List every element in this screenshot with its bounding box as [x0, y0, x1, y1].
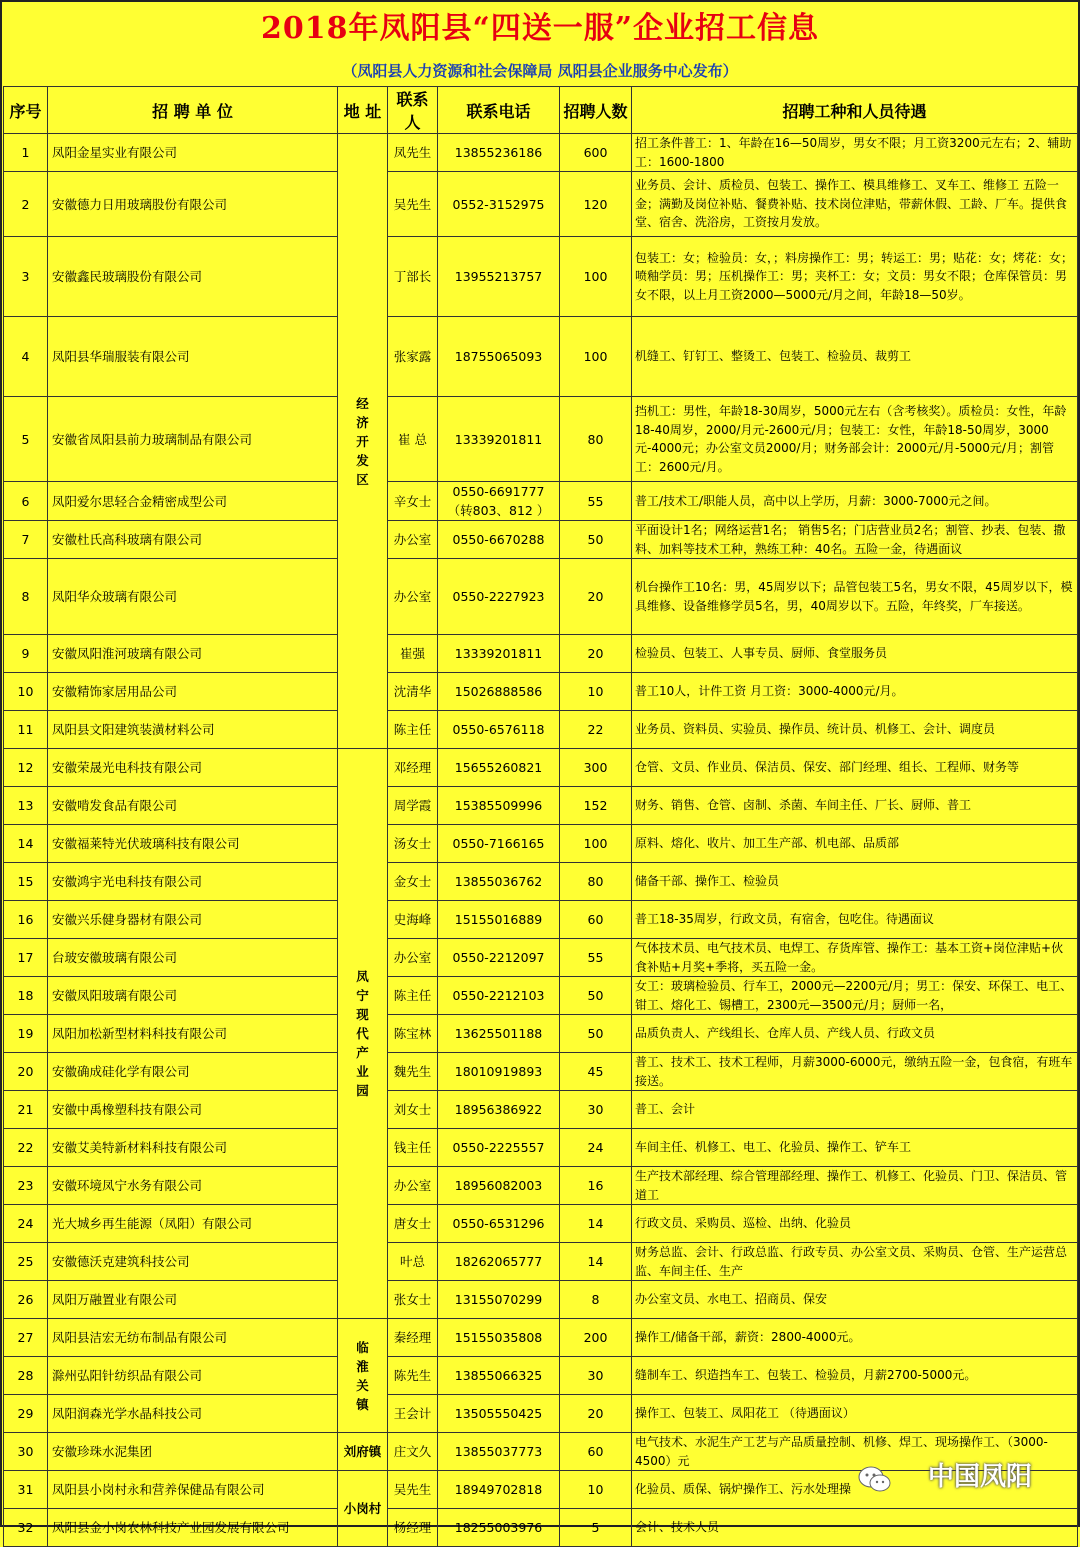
company-name: 安徽啃发食品有限公司 [48, 787, 338, 825]
contact-phone: 15155035808 [438, 1319, 560, 1357]
contact-phone: 18010919893 [438, 1053, 560, 1091]
contact-person: 崔 总 [388, 397, 438, 482]
job-treatment: 招工条件普工：1、年龄在16—50周岁，男女不限；月工资3200元左右；2、辅助工：1600-1800 [632, 134, 1078, 172]
hiring-count: 20 [560, 635, 632, 673]
address-economic-zone [338, 134, 388, 749]
job-treatment: 电气技术、水泥生产工艺与产品质量控制、机修、焊工、现场操作工、（3000-4500）元 [632, 1433, 1078, 1471]
job-treatment: 女工：玻璃检验员、行车工，2000元—2200元/月；男工：保安、环保工、电工、钳工、熔化工、锡槽工，2300元—3500元/月；厨师一名， [632, 977, 1078, 1015]
row-number: 24 [4, 1205, 48, 1243]
table-row [4, 1357, 1078, 1395]
contact-person: 庄文久 [388, 1433, 438, 1471]
row-number: 16 [4, 901, 48, 939]
row-number: 6 [4, 482, 48, 521]
contact-person: 秦经理 [388, 1319, 438, 1357]
job-treatment: 机台操作工10名：男，45周岁以下；品管包装工5名，男女不限，45周岁以下，模具维修、设备维修学员5名，男，40周岁以下。五险，年终奖，厂车接送。 [632, 559, 1078, 635]
row-number: 23 [4, 1167, 48, 1205]
row-number: 26 [4, 1281, 48, 1319]
table-row [4, 482, 1078, 521]
row-number: 12 [4, 749, 48, 787]
contact-phone: 0550-6691777（转803、812 ） [438, 482, 560, 521]
hiring-count: 10 [560, 673, 632, 711]
company-name: 凤阳县华瑞服装有限公司 [48, 317, 338, 397]
table-row [4, 1319, 1078, 1357]
contact-person: 丁部长 [388, 237, 438, 317]
company-name: 滁州弘阳针纺织品有限公司 [48, 1357, 338, 1395]
table-row [4, 863, 1078, 901]
job-treatment: 行政文员、采购员、巡检、出纳、化验员 [632, 1205, 1078, 1243]
address-linhuaiguan [338, 1319, 388, 1433]
row-number: 20 [4, 1053, 48, 1091]
row-number: 1 [4, 134, 48, 172]
wechat-icon [858, 1465, 892, 1495]
table-row [4, 1053, 1078, 1091]
contact-person: 办公室 [388, 939, 438, 977]
company-name: 安徽杜氏高科玻璃有限公司 [48, 521, 338, 559]
contact-phone: 0550-2225557 [438, 1129, 560, 1167]
hiring-count: 60 [560, 1433, 632, 1471]
table-row [4, 1509, 1078, 1547]
company-name: 安徽珍珠水泥集团 [48, 1433, 338, 1471]
header-phone: 联系电话 [438, 87, 560, 134]
table-row [4, 1433, 1078, 1471]
hiring-count: 100 [560, 825, 632, 863]
company-name: 安徽凤阳玻璃有限公司 [48, 977, 338, 1015]
job-treatment: 业务员、会计、质检员、包装工、操作工、模具维修工、叉车工、维修工 五险一金；满勤及岗位补贴、餐费补贴、技术岗位津贴，带薪休假、工龄、厂车。提供食堂、宿舍、洗浴房，工资按月发放。 [632, 172, 1078, 237]
hiring-count: 50 [560, 977, 632, 1015]
contact-phone: 0550-7166165 [438, 825, 560, 863]
row-number: 7 [4, 521, 48, 559]
address-fengning-park [338, 749, 388, 1319]
company-name: 安徽确成硅化学有限公司 [48, 1053, 338, 1091]
address-label: 小岗村 [343, 1501, 382, 1516]
recruitment-table [3, 86, 1078, 1547]
contact-phone: 13155070299 [438, 1281, 560, 1319]
contact-phone: 13955213757 [438, 237, 560, 317]
contact-person: 金女士 [388, 863, 438, 901]
company-name: 安徽德力日用玻璃股份有限公司 [48, 172, 338, 237]
company-name: 凤阳县小岗村永和营养保健品有限公司 [48, 1471, 338, 1509]
job-treatment: 仓管、文员、作业员、保洁员、保安、部门经理、组长、工程师、财务等 [632, 749, 1078, 787]
contact-person: 崔强 [388, 635, 438, 673]
table-row [4, 1091, 1078, 1129]
contact-phone: 13505550425 [438, 1395, 560, 1433]
contact-phone: 18956386922 [438, 1091, 560, 1129]
contact-phone: 15026888586 [438, 673, 560, 711]
job-treatment: 原料、熔化、收片、加工生产部、机电部、品质部 [632, 825, 1078, 863]
contact-phone: 18262065777 [438, 1243, 560, 1281]
table-row [4, 237, 1078, 317]
company-name: 安徽精饰家居用品公司 [48, 673, 338, 711]
watermark-text: 中国凤阳 [927, 1462, 1032, 1492]
contact-phone: 13855066325 [438, 1357, 560, 1395]
company-name: 凤阳润森光学水晶科技公司 [48, 1395, 338, 1433]
row-number: 17 [4, 939, 48, 977]
job-treatment: 普工、会计 [632, 1091, 1078, 1129]
hiring-count: 100 [560, 237, 632, 317]
company-name: 凤阳爱尔思轻合金精密成型公司 [48, 482, 338, 521]
contact-phone: 0552-3152975 [438, 172, 560, 237]
table-row [4, 1395, 1078, 1433]
contact-person: 办公室 [388, 1167, 438, 1205]
hiring-count: 30 [560, 1091, 632, 1129]
company-name: 凤阳金星实业有限公司 [48, 134, 338, 172]
company-name: 安徽德沃克建筑科技公司 [48, 1243, 338, 1281]
row-number: 10 [4, 673, 48, 711]
job-treatment: 普工18-35周岁，行政文员，有宿舍，包吃住。待遇面议 [632, 901, 1078, 939]
contact-phone: 0550-2212103 [438, 977, 560, 1015]
company-name: 凤阳县文阳建筑装潢材料公司 [48, 711, 338, 749]
header-contact: 联系人 [388, 87, 438, 134]
contact-phone: 13855037773 [438, 1433, 560, 1471]
row-number: 4 [4, 317, 48, 397]
header-no: 序号 [4, 87, 48, 134]
contact-person: 陈主任 [388, 977, 438, 1015]
hiring-count: 5 [560, 1509, 632, 1547]
row-number: 32 [4, 1509, 48, 1547]
contact-person: 史海峰 [388, 901, 438, 939]
contact-phone: 15385509996 [438, 787, 560, 825]
table-row [4, 1281, 1078, 1319]
company-name: 安徽鑫民玻璃股份有限公司 [48, 237, 338, 317]
contact-phone: 18956082003 [438, 1167, 560, 1205]
contact-phone: 13339201811 [438, 397, 560, 482]
job-treatment: 缝制车工、织造挡车工、包装工、检验员，月薪2700-5000元。 [632, 1357, 1078, 1395]
hiring-count: 60 [560, 901, 632, 939]
contact-person: 陈宝林 [388, 1015, 438, 1053]
contact-phone: 13855236186 [438, 134, 560, 172]
company-name: 安徽艾美特新材料科技有限公司 [48, 1129, 338, 1167]
row-number: 21 [4, 1091, 48, 1129]
hiring-count: 50 [560, 521, 632, 559]
job-treatment: 挡机工：男性，年龄18-30周岁，5000元左右（含考核奖）。质检员：女性，年龄18-40周岁，2000/月元-2600元/月；包装工：女性，年龄18-50周岁，3000元-4000元；办公室文员2000/月；财务部会计：2000元/月-5000元/月；割管工：2600元/月。 [632, 397, 1078, 482]
address-liufu [338, 1433, 388, 1471]
job-treatment: 包装工：女；检验员：女，；料房操作工：男；转运工：男；贴花：女；烤花：女；喷釉学员：男；压机操作工：男；夹杯工：女；文员：男女不限；仓库保管员：男女不限，以上月工资2000—5000元/月之间，年龄18—50岁。 [632, 237, 1078, 317]
row-number: 9 [4, 635, 48, 673]
row-number: 28 [4, 1357, 48, 1395]
row-number: 19 [4, 1015, 48, 1053]
job-treatment: 会计、技术人员 [632, 1509, 1078, 1547]
job-treatment: 财务总监、会计、行政总监、行政专员、办公室文员、采购员、仓管、生产运营总监、车间主任、生产 [632, 1243, 1078, 1281]
table-row [4, 749, 1078, 787]
job-treatment: 财务、销售、仓管、卤制、杀菌、车间主任、厂长、厨师、普工 [632, 787, 1078, 825]
contact-person: 陈先生 [388, 1357, 438, 1395]
hiring-count: 80 [560, 863, 632, 901]
job-treatment: 生产技术部经理、综合管理部经理、操作工、机修工、化验员、门卫、保洁员、管道工 [632, 1167, 1078, 1205]
table-row [4, 1243, 1078, 1281]
contact-person: 张家露 [388, 317, 438, 397]
address-xiaogang [338, 1471, 388, 1547]
contact-phone: 0550-2227923 [438, 559, 560, 635]
company-name: 安徽省凤阳县前力玻璃制品有限公司 [48, 397, 338, 482]
table-row [4, 317, 1078, 397]
contact-person: 办公室 [388, 521, 438, 559]
contact-person: 邓经理 [388, 749, 438, 787]
hiring-count: 24 [560, 1129, 632, 1167]
company-name: 凤阳华众玻璃有限公司 [48, 559, 338, 635]
table-row [4, 711, 1078, 749]
company-name: 安徽鸿宇光电科技有限公司 [48, 863, 338, 901]
hiring-count: 14 [560, 1205, 632, 1243]
hiring-count: 120 [560, 172, 632, 237]
job-treatment: 车间主任、机修工、电工、化验员、操作工、铲车工 [632, 1129, 1078, 1167]
table-row [4, 1205, 1078, 1243]
hiring-count: 14 [560, 1243, 632, 1281]
company-name: 凤阳加松新型材料科技有限公司 [48, 1015, 338, 1053]
contact-person: 陈主任 [388, 711, 438, 749]
table-row [4, 939, 1078, 977]
table-row [4, 521, 1078, 559]
company-name: 台玻安徽玻璃有限公司 [48, 939, 338, 977]
job-treatment: 化验员、质保、锅炉操作工、污水处理操 [632, 1471, 1078, 1509]
contact-person: 钱主任 [388, 1129, 438, 1167]
hiring-count: 80 [560, 397, 632, 482]
row-number: 25 [4, 1243, 48, 1281]
company-name: 凤阳县金小岗农林科技产业园发展有限公司 [48, 1509, 338, 1547]
job-treatment: 操作工/储备干部，薪资：2800-4000元。 [632, 1319, 1078, 1357]
hiring-count: 300 [560, 749, 632, 787]
table-row [4, 977, 1078, 1015]
company-name: 安徽中禹橡塑科技有限公司 [48, 1091, 338, 1129]
hiring-count: 55 [560, 939, 632, 977]
contact-person: 杨经理 [388, 1509, 438, 1547]
company-name: 光大城乡再生能源（凤阳）有限公司 [48, 1205, 338, 1243]
contact-person: 张女士 [388, 1281, 438, 1319]
job-treatment: 业务员、资料员、实验员、操作员、统计员、机修工、会计、调度员 [632, 711, 1078, 749]
hiring-count: 16 [560, 1167, 632, 1205]
page-title: 2018年凤阳县“四送一服”企业招工信息 [260, 11, 819, 46]
header-count: 招聘人数 [560, 87, 632, 134]
address-label: 凤宁现代产业园 [356, 969, 369, 1098]
company-name: 安徽凤阳淮河玻璃有限公司 [48, 635, 338, 673]
contact-phone: 18255003976 [438, 1509, 560, 1547]
job-treatment: 办公室文员、水电工、招商员、保安 [632, 1281, 1078, 1319]
hiring-count: 20 [560, 1395, 632, 1433]
company-name: 安徽兴乐健身器材有限公司 [48, 901, 338, 939]
row-number: 27 [4, 1319, 48, 1357]
row-number: 13 [4, 787, 48, 825]
header-address: 地 址 [338, 87, 388, 134]
contact-person: 周学霞 [388, 787, 438, 825]
job-treatment: 检验员、包装工、人事专员、厨师、食堂服务员 [632, 635, 1078, 673]
row-number: 29 [4, 1395, 48, 1433]
table-row [4, 559, 1078, 635]
contact-phone: 0550-6531296 [438, 1205, 560, 1243]
contact-person: 叶总 [388, 1243, 438, 1281]
contact-person: 凤先生 [388, 134, 438, 172]
contact-phone: 0550-6576118 [438, 711, 560, 749]
row-number: 11 [4, 711, 48, 749]
contact-person: 吴先生 [388, 172, 438, 237]
company-name: 安徽环境凤宁水务有限公司 [48, 1167, 338, 1205]
contact-phone: 15655260821 [438, 749, 560, 787]
job-treatment: 平面设计1名；网络运营1名； 销售5名；门店营业员2名；割管、抄表、包装、撒料、加料等技术工种，熟练工种：40名。五险一金，待遇面议 [632, 521, 1078, 559]
table-row [4, 134, 1078, 172]
row-number: 2 [4, 172, 48, 237]
contact-person: 辛女士 [388, 482, 438, 521]
contact-person: 吴先生 [388, 1471, 438, 1509]
table-row [4, 1015, 1078, 1053]
table-row [4, 1167, 1078, 1205]
hiring-count: 22 [560, 711, 632, 749]
hiring-count: 30 [560, 1357, 632, 1395]
contact-phone: 0550-2212097 [438, 939, 560, 977]
row-number: 14 [4, 825, 48, 863]
company-name: 凤阳万融置业有限公司 [48, 1281, 338, 1319]
contact-phone: 0550-6670288 [438, 521, 560, 559]
table-row [4, 673, 1078, 711]
row-number: 22 [4, 1129, 48, 1167]
page-subtitle: （凤阳县人力资源和社会保障局 凤阳县企业服务中心发布） [342, 62, 738, 80]
hiring-count: 8 [560, 1281, 632, 1319]
job-treatment: 普工10人，计件工资 月工资：3000-4000元/月。 [632, 673, 1078, 711]
hiring-count: 200 [560, 1319, 632, 1357]
company-name: 安徽荣晟光电科技有限公司 [48, 749, 338, 787]
address-label: 经济开发区 [356, 395, 369, 487]
row-number: 3 [4, 237, 48, 317]
company-name: 凤阳县洁宏无纺布制品有限公司 [48, 1319, 338, 1357]
contact-person: 办公室 [388, 559, 438, 635]
row-number: 5 [4, 397, 48, 482]
contact-phone: 18755065093 [438, 317, 560, 397]
job-treatment: 机缝工、钉钉工、整烫工、包装工、检验员、裁剪工 [632, 317, 1078, 397]
hiring-count: 152 [560, 787, 632, 825]
hiring-count: 55 [560, 482, 632, 521]
header-treatment: 招聘工种和人员待遇 [632, 87, 1078, 134]
hiring-count: 20 [560, 559, 632, 635]
table-row [4, 901, 1078, 939]
row-number: 30 [4, 1433, 48, 1471]
table-row [4, 1471, 1078, 1509]
job-treatment: 气体技术员、电气技术员、电焊工、存货库管、操作工：基本工资+岗位津贴+伙食补贴+月奖+季将，买五险一金。 [632, 939, 1078, 977]
hiring-count: 600 [560, 134, 632, 172]
hiring-count: 10 [560, 1471, 632, 1509]
address-label: 临淮关镇 [356, 1339, 369, 1412]
row-number: 18 [4, 977, 48, 1015]
contact-person: 刘女士 [388, 1091, 438, 1129]
header-company: 招 聘 单 位 [48, 87, 338, 134]
hiring-count: 100 [560, 317, 632, 397]
job-treatment: 操作工、包装工、凤阳花工 （待遇面议） [632, 1395, 1078, 1433]
company-name: 安徽福莱特光伏玻璃科技有限公司 [48, 825, 338, 863]
job-treatment: 普工、技术工、技术工程师，月薪3000-6000元，缴纳五险一金，包食宿，有班车接送。 [632, 1053, 1078, 1091]
hiring-count: 45 [560, 1053, 632, 1091]
job-treatment: 普工/技术工/职能人员，高中以上学历，月薪：3000-7000元之间。 [632, 482, 1078, 521]
contact-phone: 13625501188 [438, 1015, 560, 1053]
table-row [4, 635, 1078, 673]
row-number: 15 [4, 863, 48, 901]
table-row [4, 787, 1078, 825]
contact-person: 魏先生 [388, 1053, 438, 1091]
contact-person: 沈清华 [388, 673, 438, 711]
contact-phone: 13339201811 [438, 635, 560, 673]
contact-person: 汤女士 [388, 825, 438, 863]
table-row [4, 172, 1078, 237]
contact-phone: 15155016889 [438, 901, 560, 939]
row-number: 31 [4, 1471, 48, 1509]
hiring-count: 50 [560, 1015, 632, 1053]
contact-person: 唐女士 [388, 1205, 438, 1243]
table-row [4, 397, 1078, 482]
job-treatment: 储备干部、操作工、检验员 [632, 863, 1078, 901]
row-number: 8 [4, 559, 48, 635]
contact-person: 王会计 [388, 1395, 438, 1433]
table-row [4, 825, 1078, 863]
address-label: 刘府镇 [343, 1444, 382, 1459]
contact-phone: 18949702818 [438, 1471, 560, 1509]
job-treatment: 品质负责人、产线组长、仓库人员、产线人员、行政文员 [632, 1015, 1078, 1053]
table-header-row [4, 87, 1078, 134]
table-row [4, 1129, 1078, 1167]
contact-phone: 13855036762 [438, 863, 560, 901]
